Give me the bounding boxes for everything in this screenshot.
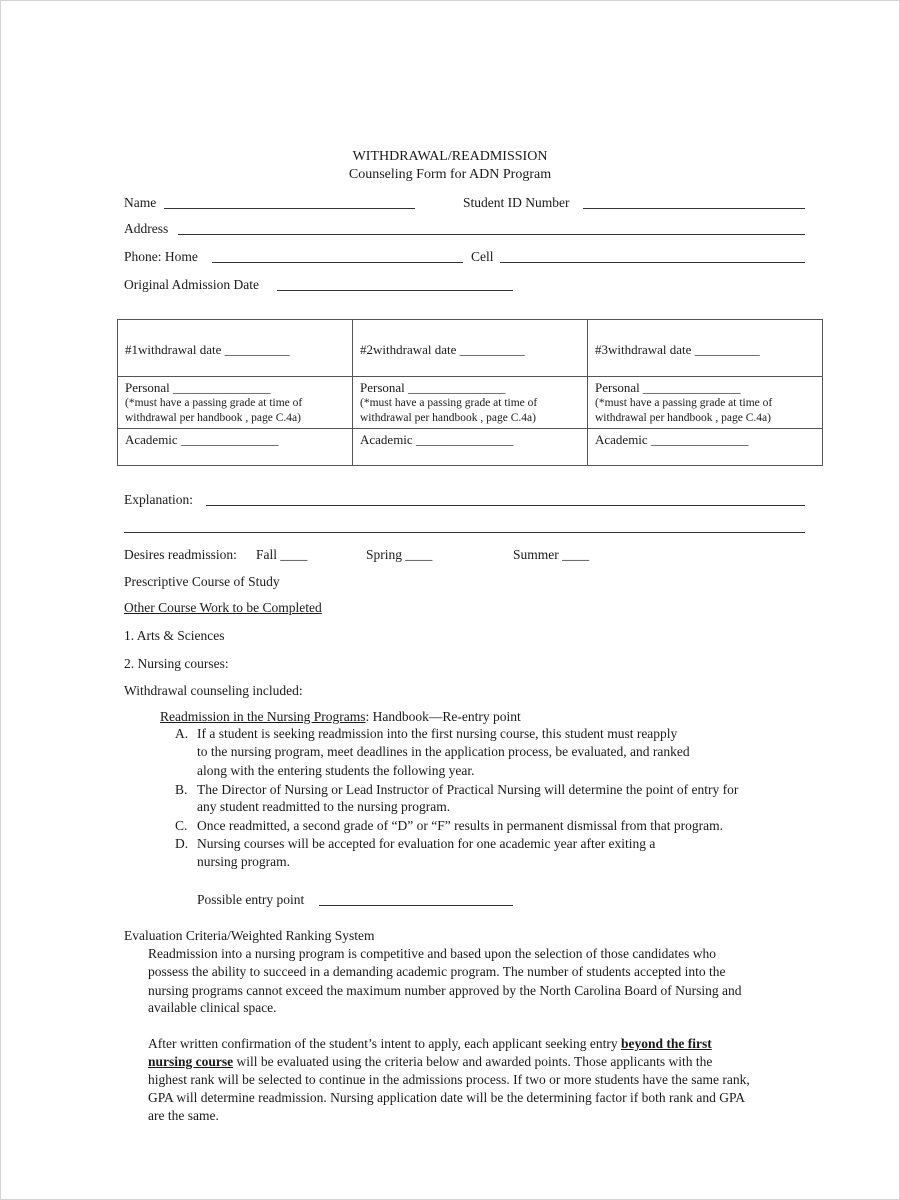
withdrawal-3-academic-label: Academic	[595, 432, 648, 447]
spring-option[interactable]: Spring ____	[366, 547, 433, 562]
evaluation-para2-line2b: will be evaluated using the criteria below and awarded points. Those applicants with the	[233, 1054, 713, 1069]
item-d-letter: D.	[175, 836, 189, 851]
phone-home-field[interactable]	[212, 262, 463, 263]
withdrawal-2-personal-label: Personal	[360, 380, 405, 395]
readmission-programs-link: Readmission in the Nursing Programs	[160, 709, 366, 724]
withdrawal-3-header-cell	[588, 320, 823, 377]
withdrawal-2-note-line1: (*must have a passing grade at time of	[360, 397, 538, 409]
possible-entry-label: Possible entry point	[197, 892, 305, 907]
withdrawal-3-date-field[interactable]: __________	[694, 342, 760, 357]
admission-date-field[interactable]	[277, 290, 513, 291]
withdrawal-2-header-cell	[353, 320, 588, 377]
address-label: Address	[124, 221, 169, 236]
withdrawal-2-personal-field[interactable]: _______________	[408, 380, 506, 395]
withdrawal-3-date-label: #3withdrawal date	[595, 342, 692, 357]
withdrawal-1-personal-field[interactable]: _______________	[173, 380, 271, 395]
withdrawal-1-note-line2: withdrawal per handbook , page C.4a)	[125, 412, 301, 424]
withdrawal-3-academic-cell	[588, 429, 823, 466]
withdrawal-1-date-field[interactable]: __________	[224, 342, 290, 357]
student-id-field[interactable]	[583, 208, 805, 209]
beyond-first-emphasis: beyond the first	[620, 1036, 712, 1051]
item-a-line2: to the nursing program, meet deadlines in the application process, be evaluated, and ranked	[197, 744, 690, 759]
withdrawal-3-note-line2: withdrawal per handbook , page C.4a)	[595, 412, 771, 424]
form-subtitle: Counseling Form for ADN Program	[348, 167, 552, 182]
form-title: WITHDRAWAL/READMISSION	[352, 149, 548, 164]
withdrawal-1-academic-field[interactable]: _______________	[180, 432, 279, 447]
nursing-course-emphasis: nursing course	[148, 1054, 234, 1069]
item-c-line1: Once readmitted, a second grade of “D” or “F” results in permanent dismissal from that program.	[197, 818, 723, 833]
withdrawal-1-personal-label: Personal	[125, 380, 170, 395]
name-field[interactable]	[164, 208, 415, 209]
evaluation-para2-line3: highest rank will be selected to continue in the admissions process. If two or more students have the same rank,	[148, 1072, 750, 1087]
evaluation-heading: Evaluation Criteria/Weighted Ranking System	[124, 928, 375, 943]
item-c-letter: C.	[175, 818, 188, 833]
withdrawal-2-academic-field[interactable]: _______________	[415, 432, 514, 447]
item-d-line2: nursing program.	[197, 854, 290, 869]
withdrawal-3-academic-field[interactable]: _______________	[650, 432, 749, 447]
evaluation-para1-line2: possess the ability to succeed in a demanding academic program. The number of students accepted into the	[148, 964, 726, 979]
student-id-label: Student ID Number	[463, 195, 570, 210]
item-b-line2: any student readmitted to the nursing program.	[197, 799, 451, 814]
item-a-line3: along with the entering students the following year.	[197, 763, 475, 778]
arts-sciences-item: 1. Arts & Sciences	[124, 628, 225, 643]
item-d-line1: Nursing courses will be accepted for evaluation for one academic year after exiting a	[197, 836, 656, 851]
withdrawal-3-personal-cell	[588, 377, 823, 429]
item-a-letter: A.	[175, 726, 189, 741]
item-b-letter: B.	[175, 782, 188, 797]
nursing-courses-item: 2. Nursing courses:	[124, 656, 229, 671]
fall-option[interactable]: Fall ____	[256, 547, 308, 562]
explanation-field-line1[interactable]	[206, 505, 805, 506]
evaluation-para1-line3: nursing programs cannot exceed the maximum number approved by the North Carolina Board of Nursing and	[148, 983, 742, 998]
counseling-heading: Withdrawal counseling included:	[124, 683, 303, 698]
withdrawal-1-note-line1: (*must have a passing grade at time of	[125, 397, 303, 409]
admission-date-label: Original Admission Date	[124, 277, 259, 292]
other-course-work-heading: Other Course Work to be Completed	[124, 600, 322, 615]
evaluation-para2-line4: GPA will determine readmission. Nursing application date will be the determining factor if both rank and GPA	[148, 1090, 746, 1105]
withdrawal-2-note-line2: withdrawal per handbook , page C.4a)	[360, 412, 536, 424]
prescriptive-course-heading: Prescriptive Course of Study	[124, 574, 280, 589]
summer-option[interactable]: Summer ____	[513, 547, 590, 562]
withdrawal-3-personal-field[interactable]: _______________	[643, 380, 741, 395]
explanation-field-line2[interactable]	[124, 532, 805, 533]
withdrawal-table	[117, 319, 823, 466]
cell-label: Cell	[471, 249, 494, 264]
name-label: Name	[124, 195, 157, 210]
withdrawal-2-date-field[interactable]: __________	[459, 342, 525, 357]
possible-entry-field[interactable]	[319, 905, 513, 906]
withdrawal-1-header-cell	[118, 320, 353, 377]
withdrawal-1-personal-cell	[118, 377, 353, 429]
handbook-reference: : Handbook—Re-entry point	[365, 709, 521, 724]
withdrawal-3-note-line1: (*must have a passing grade at time of	[595, 397, 773, 409]
evaluation-para2-line1a: After written confirmation of the student’s intent to apply, each applicant seeking entry	[148, 1036, 621, 1051]
withdrawal-1-academic-cell	[118, 429, 353, 466]
withdrawal-3-personal-label: Personal	[595, 380, 640, 395]
withdrawal-2-personal-cell	[353, 377, 588, 429]
withdrawal-2-academic-cell	[353, 429, 588, 466]
evaluation-para1-line1: Readmission into a nursing program is competitive and based upon the selection of those candidates who	[148, 946, 717, 961]
item-a-line1: If a student is seeking readmission into the first nursing course, this student must reapply	[197, 726, 678, 741]
desires-readmission-label: Desires readmission:	[124, 547, 237, 562]
phone-home-label: Phone: Home	[124, 249, 198, 264]
withdrawal-2-date-label: #2withdrawal date	[360, 342, 457, 357]
evaluation-para1-line4: available clinical space.	[148, 1000, 277, 1015]
explanation-label: Explanation:	[124, 492, 193, 507]
withdrawal-2-academic-label: Academic	[360, 432, 413, 447]
withdrawal-1-date-label: #1withdrawal date	[125, 342, 222, 357]
item-b-line1: The Director of Nursing or Lead Instructor of Practical Nursing will determine the point of entry for	[197, 782, 739, 797]
cell-field[interactable]	[500, 262, 805, 263]
address-field[interactable]	[178, 234, 805, 235]
evaluation-para2-line5: are the same.	[148, 1108, 219, 1123]
withdrawal-1-academic-label: Academic	[125, 432, 178, 447]
